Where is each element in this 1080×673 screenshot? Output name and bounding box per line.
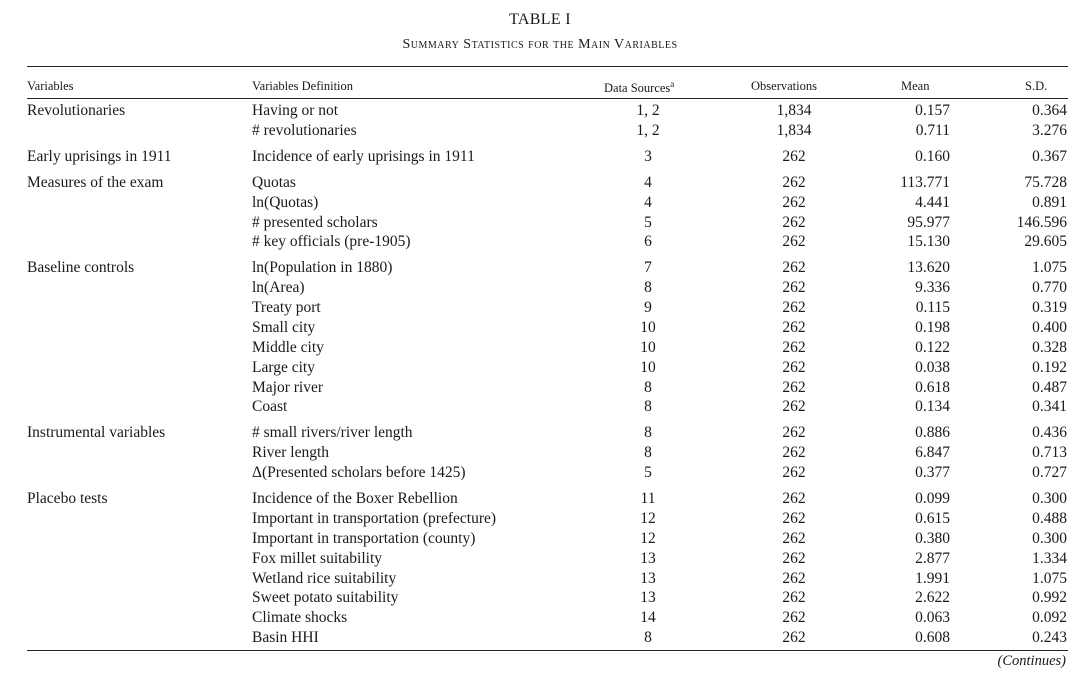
data-source: 14: [640, 609, 656, 627]
data-source: 9: [644, 299, 652, 317]
mean-value: 0.886: [915, 424, 950, 442]
observations-value: 262: [782, 424, 806, 442]
variable-name: Instrumental variables: [27, 424, 166, 442]
variable-definition: Quotas: [252, 173, 296, 191]
table-row: [0, 318, 1080, 338]
data-source: 5: [644, 464, 652, 482]
data-source: 12: [640, 529, 656, 547]
data-source: 13: [640, 589, 656, 607]
variable-name: [0, 278, 252, 298]
sd-value: 3.276: [1032, 121, 1067, 139]
row-padding: [1067, 121, 1080, 141]
table-row: [0, 298, 1080, 318]
sd-value: 1.334: [1032, 549, 1067, 567]
sd-value: 0.727: [1032, 464, 1067, 482]
row-padding: [1067, 608, 1080, 628]
mean-value: 0.157: [915, 102, 950, 119]
mean-value: 0.377: [915, 464, 950, 482]
row-padding: [1067, 378, 1080, 398]
observations-value: 262: [782, 509, 806, 527]
variable-definition: # small rivers/river length: [252, 424, 413, 442]
row-padding: [1067, 213, 1080, 233]
variable-name: [0, 569, 252, 589]
row-padding: [1067, 628, 1080, 648]
observations-value: 262: [782, 319, 806, 336]
variable-definition: Important in transportation (county): [252, 529, 476, 547]
variable-definition: Sweet potato suitability: [252, 589, 399, 607]
sd-value: 0.488: [1032, 509, 1067, 527]
row-padding: [1067, 252, 1080, 278]
mean-value: 0.038: [915, 358, 950, 376]
table-subtitle: Summary Statistics for the Main Variables: [402, 37, 678, 52]
variable-name: [0, 213, 252, 233]
sd-value: 75.728: [1024, 173, 1067, 191]
table-row: [0, 549, 1080, 569]
mean-value: 0.134: [915, 398, 950, 416]
sd-value: 0.487: [1032, 378, 1067, 396]
data-source: 3: [644, 147, 652, 165]
row-padding: [1067, 232, 1080, 252]
variable-name: [0, 338, 252, 358]
observations-value: 262: [782, 629, 806, 647]
header-definition: Variables Definition: [252, 79, 354, 93]
table-row: [0, 338, 1080, 358]
data-source: 5: [644, 213, 652, 231]
variable-name: [0, 463, 252, 483]
observations-value: 262: [782, 589, 806, 607]
row-padding: [1067, 358, 1080, 378]
data-source: 1, 2: [636, 121, 660, 139]
sd-value: 0.300: [1032, 490, 1067, 508]
header-sources: [604, 79, 674, 96]
observations-value: 262: [782, 609, 806, 627]
mean-value: 0.115: [915, 299, 950, 317]
header-observations: Observations: [751, 79, 817, 93]
sd-value: 0.319: [1032, 299, 1067, 317]
table-row: [0, 358, 1080, 378]
table-row: [0, 252, 1080, 278]
observations-value: 262: [782, 398, 806, 416]
bottom-rule: [27, 650, 1068, 651]
variable-name: Baseline controls: [27, 259, 135, 277]
variable-definition: Δ(Presented scholars before 1425): [252, 464, 466, 482]
table-title: TABLE I: [509, 11, 571, 28]
mean-value: 0.618: [915, 378, 950, 396]
data-source: 13: [640, 549, 656, 567]
data-source: 1, 2: [636, 102, 660, 119]
data-source: 8: [644, 444, 652, 462]
observations-value: 262: [782, 233, 806, 251]
observations-value: 262: [782, 444, 806, 462]
header-sd: S.D.: [1025, 79, 1048, 93]
row-padding: [1067, 338, 1080, 358]
table-row: [0, 608, 1080, 628]
observations-value: 262: [782, 299, 806, 317]
row-padding: [1067, 509, 1080, 529]
data-source: 10: [640, 319, 656, 336]
variable-definition: # presented scholars: [252, 213, 378, 231]
data-source: 12: [640, 509, 656, 527]
observations-value: 262: [782, 464, 806, 482]
row-padding: [1067, 278, 1080, 298]
row-padding: [1067, 167, 1080, 193]
sd-value: 0.400: [1032, 319, 1067, 336]
observations-value: 262: [782, 259, 806, 277]
mean-value: 4.441: [915, 193, 950, 211]
mean-value: 2.877: [915, 549, 950, 567]
mean-value: 0.198: [915, 319, 950, 336]
observations-value: 262: [782, 358, 806, 376]
data-source: 10: [640, 338, 656, 356]
row-padding: [1067, 529, 1080, 549]
table-row: [0, 417, 1080, 443]
sd-value: 1.075: [1032, 259, 1067, 277]
variable-definition: Small city: [252, 319, 316, 336]
header-mean: Mean: [901, 79, 930, 93]
variable-name: [0, 443, 252, 463]
variable-definition: Coast: [252, 398, 288, 416]
variable-definition: Major river: [252, 378, 324, 396]
variable-name: Revolutionaries: [27, 102, 126, 119]
data-source: 6: [644, 233, 652, 251]
row-padding: [1067, 397, 1080, 417]
variable-name: [0, 397, 252, 417]
mean-value: 1.991: [915, 569, 950, 587]
sd-value: 0.770: [1032, 279, 1067, 297]
header-sources-footnote: a: [670, 79, 675, 89]
table-row: [0, 121, 1080, 141]
variable-name: [0, 529, 252, 549]
table-row: [0, 378, 1080, 398]
variable-definition: Climate shocks: [252, 609, 348, 627]
table-row: [0, 529, 1080, 549]
variable-name: [0, 608, 252, 628]
variable-name: [0, 628, 252, 648]
variable-definition: Fox millet suitability: [252, 549, 383, 567]
variable-name: [0, 378, 252, 398]
table-row: [0, 193, 1080, 213]
mean-value: 0.615: [915, 509, 950, 527]
observations-value: 262: [782, 378, 806, 396]
variable-definition: Treaty port: [252, 299, 321, 317]
sd-value: 0.713: [1032, 444, 1067, 462]
sd-value: 0.891: [1032, 193, 1067, 211]
observations-value: 262: [782, 213, 806, 231]
sd-value: 0.328: [1032, 338, 1067, 356]
sd-value: 146.596: [1016, 213, 1067, 231]
data-source: 7: [644, 259, 652, 277]
sd-value: 0.243: [1032, 629, 1067, 647]
observations-value: 262: [782, 173, 806, 191]
mean-value: 0.380: [915, 529, 950, 547]
sd-value: 0.341: [1032, 398, 1067, 416]
variable-name: [0, 358, 252, 378]
row-padding: [1067, 417, 1080, 443]
variable-definition: ln(Area): [252, 279, 305, 297]
observations-value: 262: [782, 279, 806, 297]
table-row: [0, 278, 1080, 298]
variable-name: [0, 121, 252, 141]
row-padding: [1067, 318, 1080, 338]
observations-value: 262: [782, 549, 806, 567]
variable-name: [0, 509, 252, 529]
mean-value: 13.620: [907, 259, 950, 277]
variable-definition: Incidence of the Boxer Rebellion: [252, 490, 458, 508]
observations-value: 1,834: [776, 121, 812, 139]
row-padding: [1067, 443, 1080, 463]
summary-table: [0, 101, 1080, 648]
variable-name: [0, 298, 252, 318]
variable-name: [0, 588, 252, 608]
mean-value: 9.336: [915, 279, 950, 297]
variable-definition: Large city: [252, 358, 315, 376]
sd-value: 29.605: [1024, 233, 1067, 251]
row-padding: [1067, 588, 1080, 608]
variable-definition: River length: [252, 444, 330, 462]
data-source: 8: [644, 378, 652, 396]
variable-definition: Wetland rice suitability: [252, 569, 397, 587]
data-source: 8: [644, 629, 652, 647]
sd-value: 0.300: [1032, 529, 1067, 547]
variable-definition: Having or not: [252, 102, 339, 119]
table-body: [0, 101, 1080, 648]
data-source: 8: [644, 279, 652, 297]
table-row: [0, 397, 1080, 417]
header-sources-label: Data Sources: [604, 81, 671, 96]
header-variables: Variables: [27, 79, 74, 93]
observations-value: 262: [782, 529, 806, 547]
variable-definition: # revolutionaries: [252, 121, 357, 139]
data-source: 10: [640, 358, 656, 376]
sd-value: 0.092: [1032, 609, 1067, 627]
variable-name: [0, 193, 252, 213]
header-rule: [27, 98, 1068, 99]
data-source: 4: [644, 173, 652, 191]
variable-definition: Middle city: [252, 338, 324, 356]
table-row: [0, 588, 1080, 608]
observations-value: 1,834: [776, 102, 812, 119]
table-row: [0, 213, 1080, 233]
mean-value: 0.099: [915, 490, 950, 508]
sd-value: 1.075: [1032, 569, 1067, 587]
top-rule: [27, 66, 1068, 67]
data-source: 8: [644, 398, 652, 416]
mean-value: 113.771: [900, 173, 950, 191]
mean-value: 15.130: [907, 233, 950, 251]
row-padding: [1067, 463, 1080, 483]
mean-value: 0.160: [915, 147, 950, 165]
table-row: [0, 232, 1080, 252]
table-row: [0, 443, 1080, 463]
row-padding: [1067, 193, 1080, 213]
row-padding: [1067, 141, 1080, 167]
variable-name: Measures of the exam: [27, 173, 164, 191]
table-row: [0, 463, 1080, 483]
variable-name: Early uprisings in 1911: [27, 147, 172, 165]
variable-name: [0, 318, 252, 338]
mean-value: 0.608: [915, 629, 950, 647]
row-padding: [1067, 569, 1080, 589]
mean-value: 0.711: [915, 121, 950, 139]
data-source: 4: [644, 193, 652, 211]
table-row: [0, 569, 1080, 589]
data-source: 11: [640, 490, 656, 508]
sd-value: 0.992: [1032, 589, 1067, 607]
variable-name: [0, 232, 252, 252]
continues-note: (Continues): [997, 653, 1066, 669]
sd-value: 0.364: [1032, 102, 1067, 119]
observations-value: 262: [782, 490, 806, 508]
variable-definition: ln(Population in 1880): [252, 259, 393, 277]
observations-value: 262: [782, 147, 806, 165]
variable-definition: Basin HHI: [252, 629, 319, 647]
data-source: 8: [644, 424, 652, 442]
table-row: [0, 483, 1080, 509]
sd-value: 0.192: [1032, 358, 1067, 376]
sd-value: 0.367: [1032, 147, 1067, 165]
row-padding: [1067, 101, 1080, 121]
mean-value: 0.063: [915, 609, 950, 627]
observations-value: 262: [782, 338, 806, 356]
data-source: 13: [640, 569, 656, 587]
row-padding: [1067, 483, 1080, 509]
sd-value: 0.436: [1032, 424, 1067, 442]
variable-name: Placebo tests: [27, 490, 108, 508]
mean-value: 2.622: [915, 589, 950, 607]
variable-definition: Incidence of early uprisings in 1911: [252, 147, 475, 165]
table-row: [0, 509, 1080, 529]
variable-definition: # key officials (pre-1905): [252, 233, 411, 251]
variable-definition: ln(Quotas): [252, 193, 319, 211]
table-row: [0, 167, 1080, 193]
table-row: [0, 141, 1080, 167]
mean-value: 0.122: [915, 338, 950, 356]
table-row: [0, 628, 1080, 648]
observations-value: 262: [782, 193, 806, 211]
row-padding: [1067, 549, 1080, 569]
mean-value: 6.847: [915, 444, 950, 462]
row-padding: [1067, 298, 1080, 318]
mean-value: 95.977: [907, 213, 950, 231]
variable-name: [0, 549, 252, 569]
variable-definition: Important in transportation (prefecture): [252, 509, 497, 527]
table-row: [0, 101, 1080, 121]
observations-value: 262: [782, 569, 806, 587]
